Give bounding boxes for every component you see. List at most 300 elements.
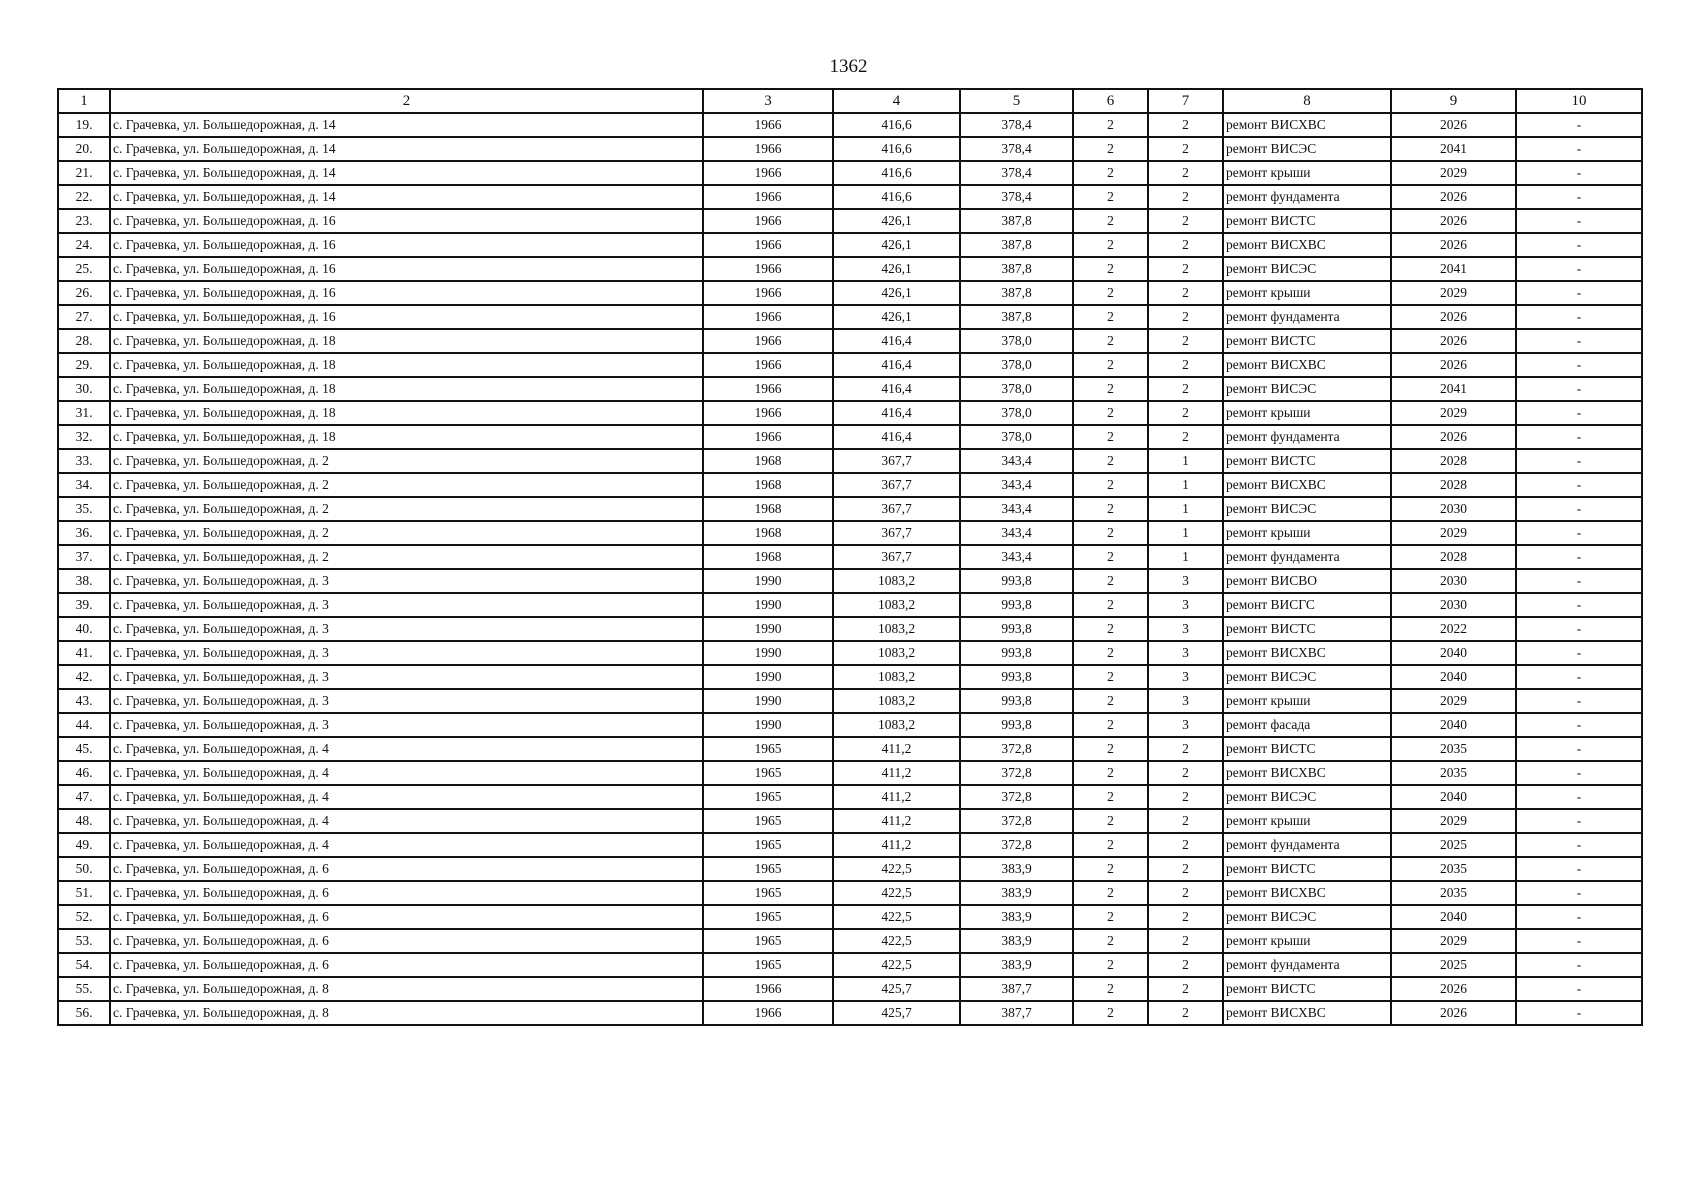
total-area-cell: 422,5 (833, 857, 960, 881)
total-area-cell: 1083,2 (833, 569, 960, 593)
row-number-cell: 52. (58, 905, 110, 929)
entrances-cell: 2 (1148, 1001, 1223, 1025)
floors-header: 6 (1073, 89, 1148, 113)
build-year-cell: 1966 (703, 185, 833, 209)
note-cell: - (1516, 545, 1642, 569)
note-cell: - (1516, 929, 1642, 953)
note-cell: - (1516, 305, 1642, 329)
planned-year-cell: 2029 (1391, 809, 1516, 833)
note-cell: - (1516, 1001, 1642, 1025)
work-type-header: 8 (1223, 89, 1391, 113)
row-number-cell: 41. (58, 641, 110, 665)
address-cell: с. Грачевка, ул. Большедорожная, д. 3 (110, 593, 703, 617)
work-type-cell: ремонт ВИСТС (1223, 857, 1391, 881)
table-row (58, 1001, 1642, 1025)
note-cell: - (1516, 857, 1642, 881)
planned-year-cell: 2040 (1391, 641, 1516, 665)
row-number-cell: 48. (58, 809, 110, 833)
note-cell: - (1516, 737, 1642, 761)
work-type-cell: ремонт фундамента (1223, 545, 1391, 569)
row-number-cell: 36. (58, 521, 110, 545)
entrances-cell: 2 (1148, 401, 1223, 425)
build-year-cell: 1968 (703, 497, 833, 521)
address-cell: с. Грачевка, ул. Большедорожная, д. 14 (110, 161, 703, 185)
table-row (58, 905, 1642, 929)
row-number-cell: 34. (58, 473, 110, 497)
work-type-cell: ремонт ВИСХВС (1223, 353, 1391, 377)
floors-cell: 2 (1073, 569, 1148, 593)
address-cell: с. Грачевка, ул. Большедорожная, д. 18 (110, 353, 703, 377)
address-cell: с. Грачевка, ул. Большедорожная, д. 14 (110, 185, 703, 209)
floors-cell: 2 (1073, 473, 1148, 497)
address-cell: с. Грачевка, ул. Большедорожная, д. 8 (110, 977, 703, 1001)
work-type-cell: ремонт ВИСЭС (1223, 257, 1391, 281)
row-number-cell: 19. (58, 113, 110, 137)
work-type-cell: ремонт ВИСЭС (1223, 665, 1391, 689)
living-area-cell: 378,4 (960, 161, 1073, 185)
address-cell: с. Грачевка, ул. Большедорожная, д. 16 (110, 281, 703, 305)
living-area-cell: 383,9 (960, 905, 1073, 929)
planned-year-cell: 2041 (1391, 137, 1516, 161)
floors-cell: 2 (1073, 545, 1148, 569)
address-cell: с. Грачевка, ул. Большедорожная, д. 14 (110, 137, 703, 161)
build-year-cell: 1965 (703, 905, 833, 929)
row-number-cell: 22. (58, 185, 110, 209)
total-area-cell: 426,1 (833, 209, 960, 233)
floors-cell: 2 (1073, 593, 1148, 617)
note-cell: - (1516, 353, 1642, 377)
living-area-cell: 387,8 (960, 281, 1073, 305)
living-area-cell: 993,8 (960, 665, 1073, 689)
build-year-cell: 1966 (703, 401, 833, 425)
living-area-cell: 378,4 (960, 113, 1073, 137)
note-cell: - (1516, 497, 1642, 521)
row-number-cell: 39. (58, 593, 110, 617)
total-area-cell: 411,2 (833, 809, 960, 833)
build-year-cell: 1965 (703, 737, 833, 761)
living-area-cell: 378,0 (960, 353, 1073, 377)
total-area-cell: 1083,2 (833, 713, 960, 737)
address-cell: с. Грачевка, ул. Большедорожная, д. 2 (110, 521, 703, 545)
living-area-cell: 372,8 (960, 809, 1073, 833)
entrances-cell: 2 (1148, 425, 1223, 449)
work-type-cell: ремонт крыши (1223, 161, 1391, 185)
build-year-cell: 1966 (703, 209, 833, 233)
build-year-cell: 1990 (703, 665, 833, 689)
build-year-cell: 1990 (703, 617, 833, 641)
table-row (58, 617, 1642, 641)
address-cell: с. Грачевка, ул. Большедорожная, д. 6 (110, 881, 703, 905)
row-number-cell: 20. (58, 137, 110, 161)
build-year-cell: 1990 (703, 593, 833, 617)
row-number-cell: 28. (58, 329, 110, 353)
total-area-header: 4 (833, 89, 960, 113)
build-year-cell: 1990 (703, 569, 833, 593)
row-number-cell: 35. (58, 497, 110, 521)
floors-cell: 2 (1073, 449, 1148, 473)
floors-cell: 2 (1073, 881, 1148, 905)
entrances-cell: 3 (1148, 617, 1223, 641)
floors-cell: 2 (1073, 281, 1148, 305)
build-year-cell: 1966 (703, 377, 833, 401)
build-year-cell: 1968 (703, 473, 833, 497)
row-number-cell: 33. (58, 449, 110, 473)
row-number-cell: 26. (58, 281, 110, 305)
floors-cell: 2 (1073, 929, 1148, 953)
living-area-cell: 372,8 (960, 761, 1073, 785)
work-type-cell: ремонт ВИСГС (1223, 593, 1391, 617)
entrances-cell: 2 (1148, 809, 1223, 833)
address-cell: с. Грачевка, ул. Большедорожная, д. 18 (110, 329, 703, 353)
entrances-cell: 2 (1148, 161, 1223, 185)
floors-cell: 2 (1073, 665, 1148, 689)
table-row (58, 449, 1642, 473)
page-number: 1362 (829, 56, 868, 77)
entrances-cell: 2 (1148, 977, 1223, 1001)
table-row (58, 497, 1642, 521)
work-type-cell: ремонт ВИСЭС (1223, 137, 1391, 161)
entrances-cell: 1 (1148, 545, 1223, 569)
note-cell: - (1516, 137, 1642, 161)
planned-year-cell: 2025 (1391, 833, 1516, 857)
build-year-cell: 1968 (703, 521, 833, 545)
table-row (58, 233, 1642, 257)
header-row (58, 89, 1642, 113)
table-row (58, 209, 1642, 233)
build-year-cell: 1965 (703, 809, 833, 833)
table-row (58, 257, 1642, 281)
row-number-cell: 44. (58, 713, 110, 737)
note-cell: - (1516, 401, 1642, 425)
work-type-cell: ремонт крыши (1223, 689, 1391, 713)
address-cell: с. Грачевка, ул. Большедорожная, д. 6 (110, 929, 703, 953)
floors-cell: 2 (1073, 233, 1148, 257)
total-area-cell: 411,2 (833, 761, 960, 785)
note-cell: - (1516, 641, 1642, 665)
planned-year-cell: 2029 (1391, 401, 1516, 425)
total-area-cell: 1083,2 (833, 665, 960, 689)
entrances-cell: 1 (1148, 473, 1223, 497)
living-area-cell: 387,8 (960, 233, 1073, 257)
living-area-cell: 378,0 (960, 401, 1073, 425)
build-year-cell: 1966 (703, 233, 833, 257)
note-cell: - (1516, 905, 1642, 929)
total-area-cell: 416,4 (833, 329, 960, 353)
work-type-cell: ремонт крыши (1223, 809, 1391, 833)
table-row (58, 329, 1642, 353)
total-area-cell: 422,5 (833, 905, 960, 929)
floors-cell: 2 (1073, 521, 1148, 545)
entrances-cell: 1 (1148, 521, 1223, 545)
total-area-cell: 411,2 (833, 833, 960, 857)
entrances-cell: 1 (1148, 497, 1223, 521)
work-type-cell: ремонт ВИСТС (1223, 449, 1391, 473)
entrances-cell: 3 (1148, 569, 1223, 593)
entrances-cell: 2 (1148, 881, 1223, 905)
living-area-cell: 378,0 (960, 425, 1073, 449)
total-area-cell: 416,6 (833, 137, 960, 161)
build-year-header: 3 (703, 89, 833, 113)
row-number-cell: 42. (58, 665, 110, 689)
address-cell: с. Грачевка, ул. Большедорожная, д. 4 (110, 737, 703, 761)
planned-year-cell: 2026 (1391, 1001, 1516, 1025)
table-row (58, 857, 1642, 881)
planned-year-cell: 2026 (1391, 305, 1516, 329)
floors-cell: 2 (1073, 377, 1148, 401)
work-type-cell: ремонт ВИСЭС (1223, 377, 1391, 401)
total-area-cell: 367,7 (833, 497, 960, 521)
entrances-cell: 2 (1148, 305, 1223, 329)
build-year-cell: 1966 (703, 161, 833, 185)
floors-cell: 2 (1073, 137, 1148, 161)
work-type-cell: ремонт крыши (1223, 401, 1391, 425)
living-area-cell: 993,8 (960, 593, 1073, 617)
note-cell: - (1516, 713, 1642, 737)
total-area-cell: 367,7 (833, 545, 960, 569)
table-row (58, 785, 1642, 809)
floors-cell: 2 (1073, 737, 1148, 761)
build-year-cell: 1965 (703, 857, 833, 881)
note-cell: - (1516, 569, 1642, 593)
build-year-cell: 1966 (703, 281, 833, 305)
table-row (58, 593, 1642, 617)
total-area-cell: 416,6 (833, 185, 960, 209)
note-cell: - (1516, 953, 1642, 977)
planned-year-cell: 2022 (1391, 617, 1516, 641)
living-area-cell: 387,7 (960, 1001, 1073, 1025)
note-cell: - (1516, 689, 1642, 713)
build-year-cell: 1966 (703, 1001, 833, 1025)
floors-cell: 2 (1073, 305, 1148, 329)
table-row (58, 953, 1642, 977)
floors-cell: 2 (1073, 209, 1148, 233)
address-cell: с. Грачевка, ул. Большедорожная, д. 8 (110, 1001, 703, 1025)
living-area-cell: 343,4 (960, 545, 1073, 569)
total-area-cell: 411,2 (833, 737, 960, 761)
note-cell: - (1516, 833, 1642, 857)
build-year-cell: 1965 (703, 785, 833, 809)
living-area-cell: 993,8 (960, 569, 1073, 593)
floors-cell: 2 (1073, 809, 1148, 833)
row-number-cell: 32. (58, 425, 110, 449)
table-row (58, 809, 1642, 833)
living-area-cell: 993,8 (960, 689, 1073, 713)
table-row (58, 833, 1642, 857)
total-area-cell: 367,7 (833, 449, 960, 473)
row-number-cell: 46. (58, 761, 110, 785)
work-type-cell: ремонт крыши (1223, 521, 1391, 545)
row-number-cell: 53. (58, 929, 110, 953)
entrances-cell: 3 (1148, 593, 1223, 617)
row-number-cell: 54. (58, 953, 110, 977)
row-number-cell: 27. (58, 305, 110, 329)
floors-cell: 2 (1073, 257, 1148, 281)
floors-cell: 2 (1073, 617, 1148, 641)
living-area-cell: 378,0 (960, 329, 1073, 353)
living-area-cell: 372,8 (960, 833, 1073, 857)
work-type-cell: ремонт крыши (1223, 929, 1391, 953)
table-row (58, 185, 1642, 209)
entrances-cell: 2 (1148, 905, 1223, 929)
table-row (58, 761, 1642, 785)
build-year-cell: 1965 (703, 929, 833, 953)
total-area-cell: 426,1 (833, 257, 960, 281)
address-cell: с. Грачевка, ул. Большедорожная, д. 2 (110, 473, 703, 497)
note-cell: - (1516, 377, 1642, 401)
build-year-cell: 1968 (703, 449, 833, 473)
total-area-cell: 426,1 (833, 233, 960, 257)
total-area-cell: 411,2 (833, 785, 960, 809)
table-body (58, 113, 1642, 1025)
total-area-cell: 425,7 (833, 1001, 960, 1025)
entrances-header: 7 (1148, 89, 1223, 113)
work-type-cell: ремонт фундамента (1223, 425, 1391, 449)
row-number-cell: 24. (58, 233, 110, 257)
row-number-cell: 45. (58, 737, 110, 761)
build-year-cell: 1990 (703, 641, 833, 665)
total-area-cell: 422,5 (833, 953, 960, 977)
living-area-cell: 387,8 (960, 305, 1073, 329)
work-type-cell: ремонт ВИСВО (1223, 569, 1391, 593)
address-cell: с. Грачевка, ул. Большедорожная, д. 6 (110, 905, 703, 929)
planned-year-cell: 2026 (1391, 329, 1516, 353)
entrances-cell: 2 (1148, 929, 1223, 953)
living-area-cell: 387,8 (960, 209, 1073, 233)
address-cell: с. Грачевка, ул. Большедорожная, д. 18 (110, 401, 703, 425)
address-cell: с. Грачевка, ул. Большедорожная, д. 16 (110, 257, 703, 281)
entrances-cell: 2 (1148, 737, 1223, 761)
work-type-cell: ремонт фундамента (1223, 833, 1391, 857)
row-number-cell: 50. (58, 857, 110, 881)
note-cell: - (1516, 617, 1642, 641)
planned-year-header: 9 (1391, 89, 1516, 113)
repair-schedule-table (57, 88, 1643, 1026)
row-number-cell: 47. (58, 785, 110, 809)
entrances-cell: 2 (1148, 185, 1223, 209)
build-year-cell: 1966 (703, 257, 833, 281)
note-cell: - (1516, 449, 1642, 473)
entrances-cell: 2 (1148, 329, 1223, 353)
entrances-cell: 2 (1148, 209, 1223, 233)
build-year-cell: 1966 (703, 113, 833, 137)
table-row (58, 401, 1642, 425)
note-cell: - (1516, 521, 1642, 545)
table-row (58, 353, 1642, 377)
planned-year-cell: 2041 (1391, 257, 1516, 281)
planned-year-cell: 2029 (1391, 689, 1516, 713)
build-year-cell: 1990 (703, 689, 833, 713)
planned-year-cell: 2028 (1391, 545, 1516, 569)
living-area-cell: 378,0 (960, 377, 1073, 401)
row-number-cell: 37. (58, 545, 110, 569)
total-area-cell: 422,5 (833, 929, 960, 953)
table-row (58, 569, 1642, 593)
planned-year-cell: 2035 (1391, 857, 1516, 881)
address-header: 2 (110, 89, 703, 113)
entrances-cell: 2 (1148, 137, 1223, 161)
work-type-cell: ремонт ВИСЭС (1223, 785, 1391, 809)
build-year-cell: 1990 (703, 713, 833, 737)
planned-year-cell: 2028 (1391, 449, 1516, 473)
planned-year-cell: 2026 (1391, 113, 1516, 137)
work-type-cell: ремонт ВИСТС (1223, 977, 1391, 1001)
row-number-header: 1 (58, 89, 110, 113)
entrances-cell: 2 (1148, 233, 1223, 257)
build-year-cell: 1966 (703, 137, 833, 161)
note-cell: - (1516, 425, 1642, 449)
row-number-cell: 21. (58, 161, 110, 185)
floors-cell: 2 (1073, 713, 1148, 737)
note-cell: - (1516, 113, 1642, 137)
total-area-cell: 367,7 (833, 521, 960, 545)
note-cell: - (1516, 881, 1642, 905)
floors-cell: 2 (1073, 761, 1148, 785)
floors-cell: 2 (1073, 401, 1148, 425)
planned-year-cell: 2026 (1391, 209, 1516, 233)
planned-year-cell: 2026 (1391, 977, 1516, 1001)
living-area-header: 5 (960, 89, 1073, 113)
planned-year-cell: 2025 (1391, 953, 1516, 977)
table-row (58, 473, 1642, 497)
entrances-cell: 2 (1148, 833, 1223, 857)
floors-cell: 2 (1073, 977, 1148, 1001)
note-cell: - (1516, 257, 1642, 281)
note-cell: - (1516, 209, 1642, 233)
table-row (58, 737, 1642, 761)
total-area-cell: 425,7 (833, 977, 960, 1001)
work-type-cell: ремонт фундамента (1223, 305, 1391, 329)
table-row (58, 113, 1642, 137)
entrances-cell: 2 (1148, 257, 1223, 281)
total-area-cell: 1083,2 (833, 689, 960, 713)
note-cell: - (1516, 281, 1642, 305)
address-cell: с. Грачевка, ул. Большедорожная, д. 2 (110, 545, 703, 569)
living-area-cell: 343,4 (960, 473, 1073, 497)
table-row (58, 305, 1642, 329)
total-area-cell: 416,4 (833, 425, 960, 449)
address-cell: с. Грачевка, ул. Большедорожная, д. 3 (110, 569, 703, 593)
living-area-cell: 372,8 (960, 737, 1073, 761)
table-row (58, 161, 1642, 185)
address-cell: с. Грачевка, ул. Большедорожная, д. 3 (110, 689, 703, 713)
work-type-cell: ремонт фундамента (1223, 185, 1391, 209)
note-cell: - (1516, 665, 1642, 689)
total-area-cell: 416,6 (833, 113, 960, 137)
table-row (58, 689, 1642, 713)
table-row (58, 881, 1642, 905)
floors-cell: 2 (1073, 833, 1148, 857)
row-number-cell: 29. (58, 353, 110, 377)
planned-year-cell: 2041 (1391, 377, 1516, 401)
planned-year-cell: 2035 (1391, 761, 1516, 785)
table-row (58, 137, 1642, 161)
planned-year-cell: 2026 (1391, 185, 1516, 209)
living-area-cell: 993,8 (960, 713, 1073, 737)
work-type-cell: ремонт крыши (1223, 281, 1391, 305)
build-year-cell: 1965 (703, 761, 833, 785)
table-row (58, 521, 1642, 545)
entrances-cell: 2 (1148, 857, 1223, 881)
work-type-cell: ремонт ВИСХВС (1223, 113, 1391, 137)
work-type-cell: ремонт ВИСТС (1223, 617, 1391, 641)
floors-cell: 2 (1073, 905, 1148, 929)
living-area-cell: 343,4 (960, 449, 1073, 473)
living-area-cell: 383,9 (960, 953, 1073, 977)
floors-cell: 2 (1073, 857, 1148, 881)
work-type-cell: ремонт ВИСХВС (1223, 233, 1391, 257)
living-area-cell: 383,9 (960, 857, 1073, 881)
entrances-cell: 3 (1148, 689, 1223, 713)
